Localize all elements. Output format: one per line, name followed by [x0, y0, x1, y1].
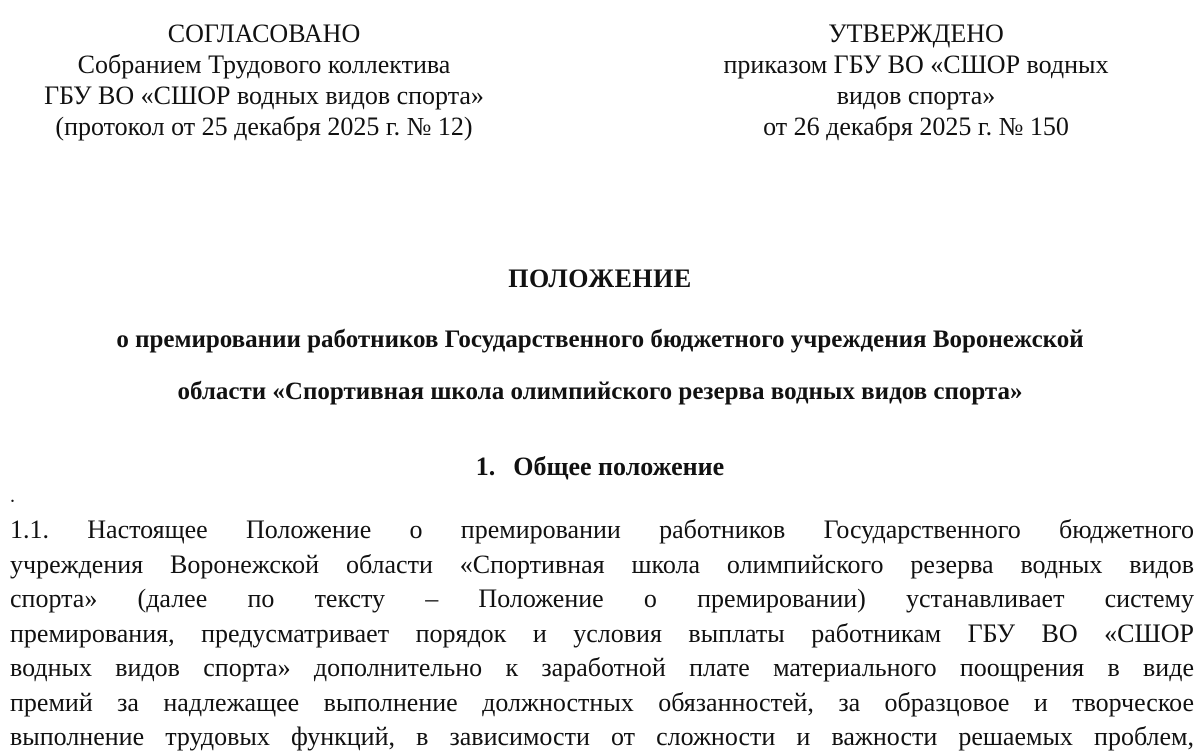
agreed-block: [8, 18, 520, 142]
paragraph-line: спорта» (далее по тексту – Положение о премировании) устанавливает систему: [10, 584, 1194, 613]
approved-line: видов спорта»: [836, 81, 996, 110]
agreed-heading: СОГЛАСОВАНО: [167, 19, 361, 48]
paragraph-line: 1.1. Настоящее Положение о премировании работников Государственного бюджетного: [10, 515, 1194, 544]
agreed-line: (протокол от 25 декабря 2025 г. № 12): [55, 112, 473, 141]
agreed-line: ГБУ ВО «СШОР водных видов спорта»: [44, 81, 484, 110]
paragraph-line: учреждения Воронежской области «Спортивная школа олимпийского резерва водных видов: [10, 549, 1194, 579]
subtitle-line: о премировании работников Государственного бюджетного учреждения Воронежской: [116, 326, 1084, 353]
paragraph-1-1: [10, 513, 1194, 755]
section-heading: [0, 450, 1200, 484]
stray-mark: .: [10, 485, 15, 507]
paragraph-line: водных видов спорта» дополнительно к заработной плате материального поощрения в виде: [10, 653, 1194, 682]
document-subtitle: [0, 314, 1200, 418]
agreed-line: Собранием Трудового коллектива: [77, 50, 451, 79]
approved-heading: УТВЕРЖДЕНО: [828, 19, 1004, 48]
paragraph-line: премий за надлежащее выполнение должностных обязанностей, за образцовое и творческое: [10, 687, 1194, 717]
subtitle-line: области «Спортивная школа олимпийского резерва водных видов спорта»: [177, 378, 1023, 405]
document-title: ПОЛОЖЕНИЕ: [508, 264, 692, 293]
paragraph-line: премирования, предусматривает порядок и условия выплаты работникам ГБУ ВО «СШОР: [10, 618, 1194, 648]
section-title: Общее положение: [513, 452, 725, 481]
section-number: 1.: [475, 452, 496, 481]
paragraph-line: выполнение трудовых функций, в зависимости от сложности и важности решаемых проблем,: [10, 722, 1194, 751]
approved-line: от 26 декабря 2025 г. № 150: [763, 112, 1069, 141]
approved-line: приказом ГБУ ВО «СШОР водных: [723, 50, 1109, 79]
approved-block: [676, 18, 1156, 142]
